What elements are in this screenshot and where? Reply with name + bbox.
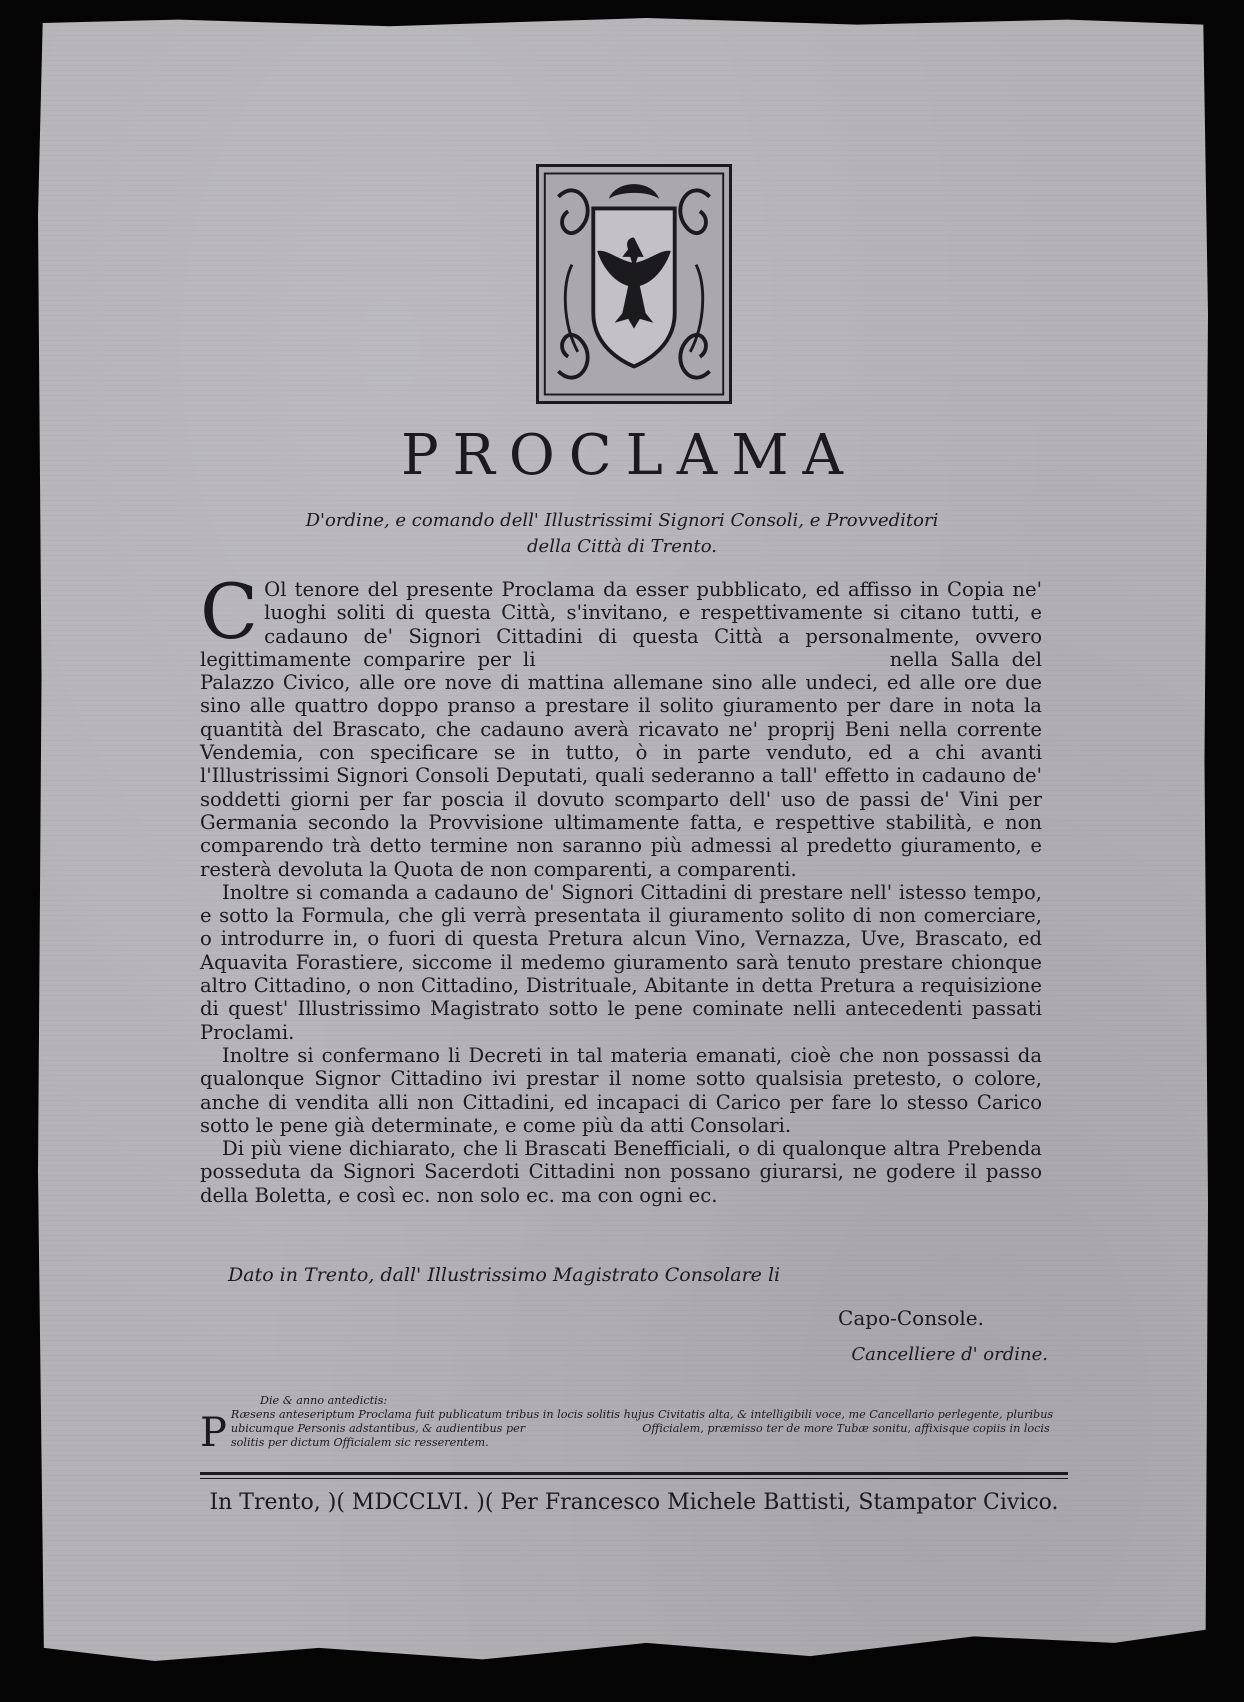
paragraph-4: Di più viene dichiarato, che li Brascati Benefficiali, o di qualonque altra Prebenda posseduta da Signori Sacerdoti Cittadini non possano giurarsi, ne godere il passo della Boletta, e così ec. non solo ec. ma con ogni ec. (200, 1137, 1042, 1207)
notary-date: Die & anno antedictis: (260, 1394, 388, 1407)
paragraph-2: Inoltre si comanda a cadauno de' Signori Cittadini di prestare nell' istesso tempo, e sotto la Formula, che gli verrà presentata il giuramento solito di non comerciare, o introdurre in, o fuori di questa Pretura alcun Vino, Vernazza, Uve, Brascato, ed Aquavita Forastiere, siccome il medemo giuramento sarà tenuto prestare chionque altro Cittadino, o non Cittadino, Distrituale, Abitante in detta Pretura a requisizione di quest' Illustrissimo Magistrato sotto le pene cominate nelli antecedenti passati Proclami. (200, 880, 1042, 1044)
notary-attestation (200, 1394, 1070, 1456)
paragraph-3: Inoltre si confermano li Decreti in tal materia emanati, cioè che non possassi da qualonque Signor Cittadino ivi prestar il nome sotto qualsisia pretesto, o colore, anche di vendita alli non Cittadini, ed incapaci di Carico per fare lo stesso Carico sotto le pene già determinate, e come più da atti Consolari. (200, 1043, 1042, 1137)
paragraph-1-start: Ol tenore del presente Proclama da esser pubblicato, ed affisso in Copia ne' luoghi soliti di questa Città, s'invitano, e respettivamente si citano tutti, e cadauno de' Signori Cittadini di questa Città a personalmente, ovvero legittimamente comparire per li (200, 578, 1042, 671)
printer-imprint: In Trento, )( MDCCLVI. )( Per Francesco Michele Battisti, Stampator Civico. (209, 1490, 1059, 1515)
drop-cap: C (200, 567, 259, 656)
dated-line: Dato in Trento, dall' Illustrissimo Magistrato Consolare li (228, 1264, 781, 1286)
proclamation-body (200, 567, 1042, 1207)
subtitle-line-1: D'ordine, e comando dell' Illustrissimi Signori Consoli, e Provveditori (305, 510, 939, 531)
notary-text-b: Officialem, præmisso ter de more Tubæ sonitu, affixisque copiis in locis solitis per dictum Officialem sic resserentem. (230, 1422, 1050, 1449)
rule-top (200, 1472, 1068, 1475)
paragraph-1-end: nella Salla del Palazzo Civico, alle ore nove di mattina allemane sino alle undeci, ed alle ore due sino alle quattro doppo pranso a prestare il solito giuramento per dare in nota la quantità del Brascato, che cadauno averà ricavato ne' proprij Beni nella corrente Vendemia, con specificare se in tutto, ò in parte venduto, ed a chi avanti l'Illustrissimi Signori Consoli Deputati, quali sederanno a tall' effetto in cadauno de' soddetti giorni per far poscia il dovuto scomparto dell' uso de passi de' Vini per Germania secondo la Provvisione ultimamente fatta, e respettive stabilità, e non comparendo trà detto termine non saranno più admessi al predetto giuramento, e resterà devoluta la Quota de non comparenti, a comparenti. (200, 647, 1042, 881)
notary-text-a: Ræsens anteseriptum Proclama fuit publicatum tribus in locis solitis hujus Civitatis alta, & intelligibili voce, me Cancellario perlegente, pluribus ubicumque Personis adstantibus, & audientibus per (230, 1408, 1054, 1435)
notary-drop-cap: P (200, 1410, 227, 1456)
coat-of-arms-emblem (536, 164, 732, 404)
rule-bottom (200, 1478, 1068, 1479)
chancellor-line: Cancelliere d' ordine. (851, 1344, 1048, 1365)
signer-title: Capo-Console. (838, 1306, 984, 1330)
paragraph-1 (200, 567, 1042, 881)
proclamation-title: PROCLAMA (400, 423, 857, 488)
subtitle-line-2: della Città di Trento. (527, 536, 717, 557)
eagle-icon (539, 167, 729, 401)
